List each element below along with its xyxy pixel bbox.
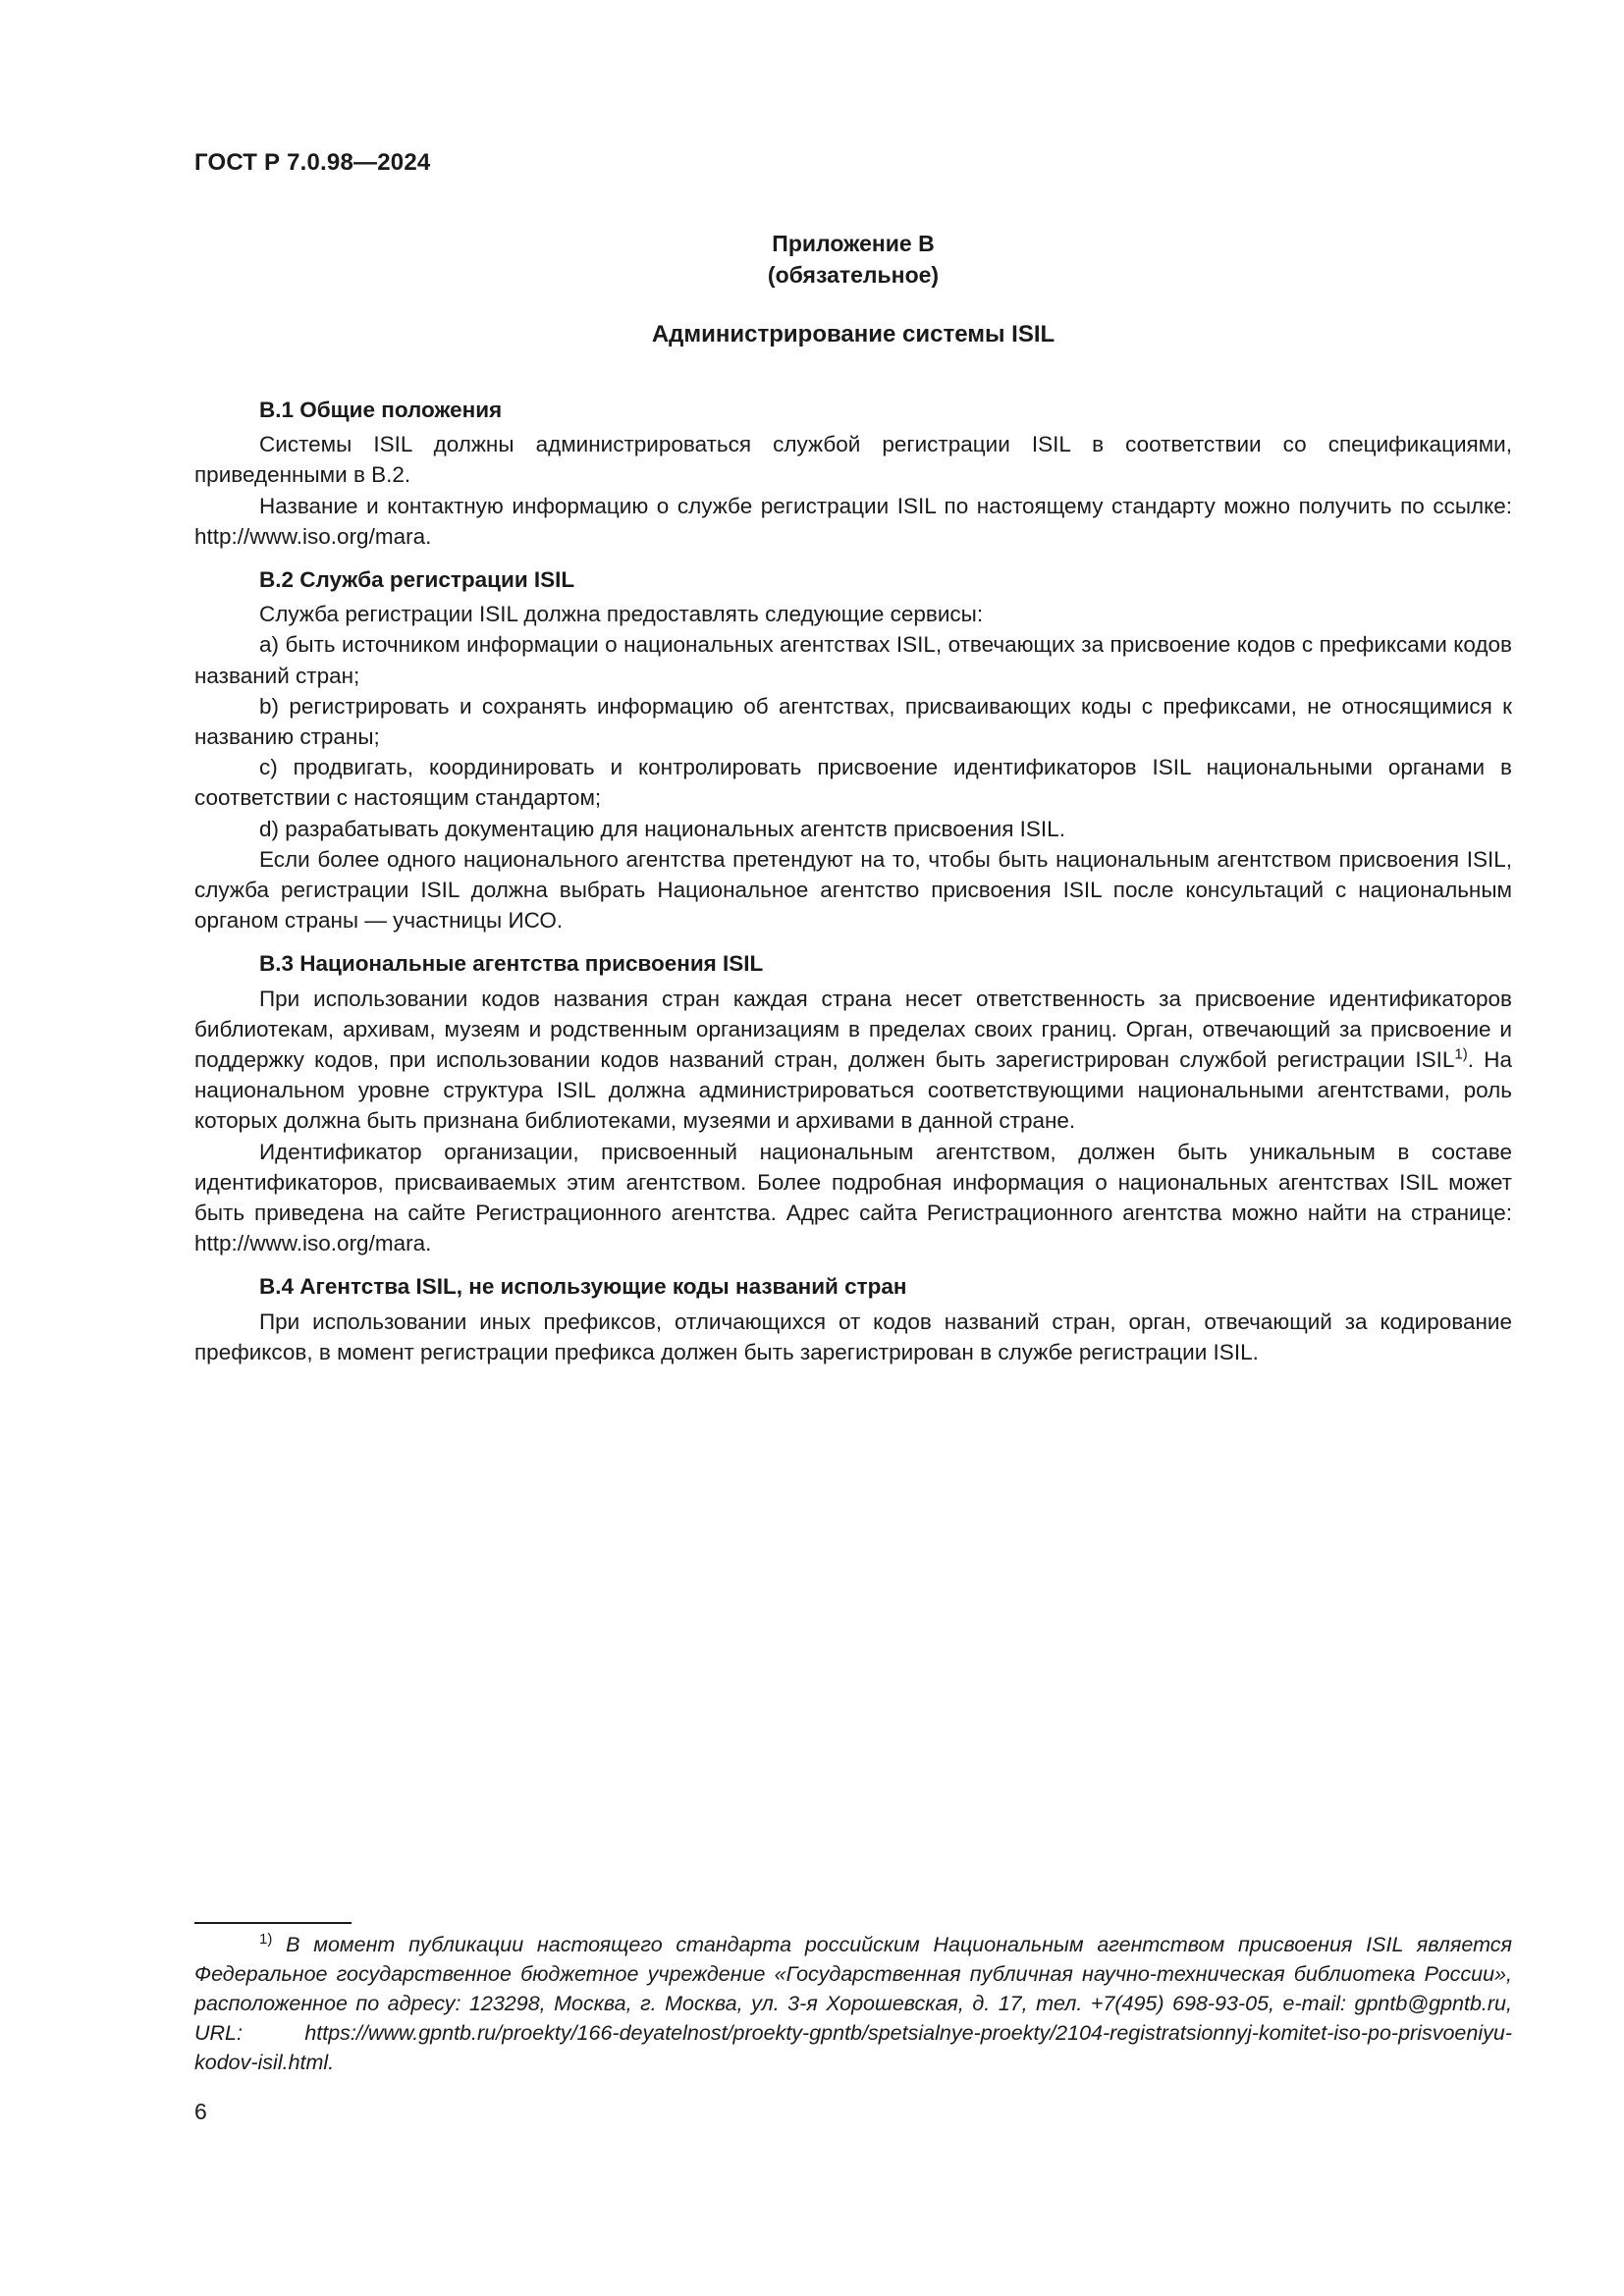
- section-b4-heading: В.4 Агентства ISIL, не использующие коды названий стран: [259, 1274, 907, 1300]
- section-b3-text-start: При использовании кодов названия стран каждая страна несет ответственность за присвоение идентификаторов библиотекам, архивам, музеям и родственным организациям в пределах своих границ. Орган, отвечающий за присвоение и поддержку кодов, при использовании кодов названий стран, должен быть зарегистрирован службой регистрации ISIL: [194, 986, 1512, 1073]
- section-b3-heading: В.3 Национальные агентства присвоения ISIL: [259, 951, 764, 977]
- footnote-mark: 1): [259, 1930, 273, 1948]
- section-b2-item-b: b) регистрировать и сохранять информацию об агентствах, присваивающих коды с префиксами, не относящимися к названию страны;: [194, 693, 1512, 750]
- section-b2-closing: Если более одного национального агентства претендуют на то, чтобы быть национальным агентством присвоения ISIL, служба регистрации ISIL должна выбрать Национальное агентство присвоения ISIL после консультаций с национальным органом страны — участницы ИСО.: [194, 846, 1512, 934]
- page-number: 6: [194, 2099, 207, 2124]
- section-b2-item-a: a) быть источником информации о национальных агентствах ISIL, отвечающих за присвоение кодов с префиксами кодов названий стран;: [194, 632, 1512, 688]
- footnote: [194, 1930, 1512, 2077]
- section-b2-item-c: c) продвигать, координировать и контролировать присвоение идентификаторов ISIL национальными органами в соответствии с настоящим стандартом;: [194, 755, 1512, 811]
- appendix-title: Приложение В: [772, 231, 935, 256]
- section-b1-paragraph-2: Название и контактную информацию о службе регистрации ISIL по настоящему стандарту можно получить по ссылке: http://www.iso.org/mara.: [194, 493, 1512, 549]
- section-b4-paragraph-1: При использовании иных префиксов, отличающихся от кодов названий стран, орган, отвечающий за кодирование префиксов, в момент регистрации префикса должен быть зарегистрирован в службе регистрации ISIL.: [194, 1308, 1512, 1364]
- footnote-divider: [194, 1922, 352, 1924]
- document-code: ГОСТ Р 7.0.98—2024: [194, 149, 431, 176]
- section-b2-item-d: d) разрабатывать документацию для национальных агентств присвоения ISIL.: [259, 816, 1065, 841]
- section-b2-intro: Служба регистрации ISIL должна предоставлять следующие сервисы:: [259, 602, 984, 627]
- section-b3-text-end: . На национальном уровне структура ISIL должна администрироваться соответствующими национальными агентствами, роль которых должна быть признана библиотеками, музеями и архивами в данной стране.: [194, 1047, 1512, 1134]
- footnote-text: В момент публикации настоящего стандарта российским Национальным агентством присвоения ISIL является Федеральное государственное бюджетное учреждение «Государственная публичная научно-техническая библиотека России», расположенное по адресу: 123298, Москва, г. Москва, ул. 3-я Хорошевская, д. 17, тел. +7(495) 698-93-05, e-mail: gpntb@gpntb.ru, URL: https://www.gpntb.ru/proekty/166-deyatelnost/proekty-gpntb/spetsialnye-proekty/2104-registratsionnyj-komitet-iso-po-prisvoeniyu-kodov-isil.html.: [194, 1933, 1512, 2074]
- appendix-name: Администрирование системы ISIL: [651, 321, 1056, 347]
- footnote-reference[interactable]: 1): [1454, 1045, 1468, 1063]
- section-b3-paragraph-2: Идентификатор организации, присвоенный национальным агентством, должен быть уникальным в составе идентификаторов, присваиваемых этим агентством. Более подробная информация о национальных агентствах ISIL может быть приведена на сайте Регистрационного агентства. Адрес сайта Регистрационного агентства можно найти на странице: http://www.iso.org/mara.: [194, 1139, 1512, 1256]
- appendix-status: (обязательное): [767, 262, 940, 288]
- section-b1-paragraph-1: Системы ISIL должны администрироваться службой регистрации ISIL в соответствии со спецификациями, приведенными в В.2.: [194, 432, 1512, 488]
- document-body: [194, 395, 1512, 1367]
- section-b2-heading: В.2 Служба регистрации ISIL: [259, 567, 575, 593]
- section-b1-heading: В.1 Общие положения: [259, 398, 503, 422]
- section-b3-paragraph-1: [194, 984, 1512, 1137]
